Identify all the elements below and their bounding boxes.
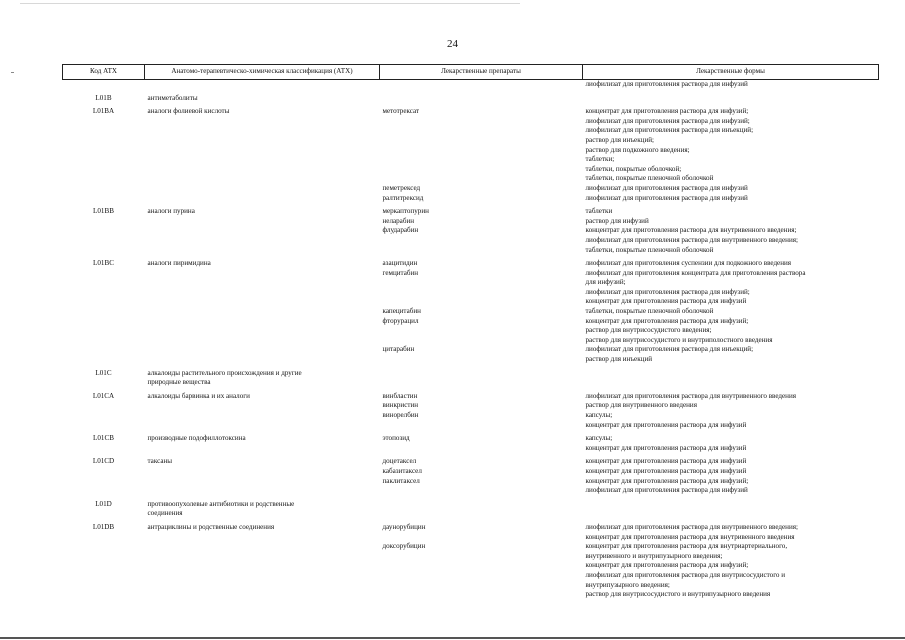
code-cell bbox=[63, 217, 145, 227]
table-row bbox=[63, 345, 879, 364]
classification-cell: таксаны bbox=[147, 457, 173, 466]
forms-cell bbox=[583, 90, 879, 104]
scan-artifact-line bbox=[20, 3, 520, 4]
forms-cell: лиофилизат для приготовления раствора для инфузий bbox=[585, 193, 748, 202]
forms-cell: концентрат для приготовления раствора для инфузий bbox=[585, 457, 747, 466]
classification-cell: противоопухолевые антибиотики и родственные соединения bbox=[147, 499, 295, 518]
table-row bbox=[63, 184, 879, 194]
forms-cell: раствор для инфузий bbox=[585, 216, 649, 225]
table-row bbox=[63, 317, 879, 346]
table-row bbox=[63, 203, 879, 217]
classification-cell bbox=[145, 269, 380, 307]
table-row bbox=[63, 307, 879, 317]
drug-cell: фторурацил bbox=[382, 316, 419, 325]
table-row bbox=[63, 365, 879, 388]
code-cell: L01DB bbox=[92, 522, 115, 531]
table-row bbox=[63, 80, 879, 90]
table-row bbox=[63, 255, 879, 269]
forms-cell: концентрат для приготовления раствора для инфузий bbox=[585, 466, 747, 475]
table-row bbox=[63, 194, 879, 204]
drug-cell bbox=[380, 90, 583, 104]
classification-cell bbox=[145, 184, 380, 194]
code-cell: L01CB bbox=[93, 434, 114, 443]
forms-cell: лиофилизат для приготовления суспензии для подкожного введения bbox=[585, 259, 792, 268]
drug-cell: пеметрексед bbox=[382, 183, 421, 192]
header-forms: Лекарственные формы bbox=[583, 65, 879, 80]
code-cell bbox=[63, 194, 145, 204]
classification-cell: алкалоиды барвинка и их аналоги bbox=[147, 391, 250, 400]
code-cell bbox=[63, 269, 145, 307]
forms-cell: концентрат для приготовления раствора для инфузий; лиофилизат для приготовления раствора для инфузий bbox=[585, 476, 749, 495]
code-cell bbox=[63, 542, 145, 600]
table-row bbox=[63, 226, 879, 255]
classification-cell: антрациклины и родственные соединения bbox=[147, 522, 275, 531]
header-drugs: Лекарственные препараты bbox=[380, 65, 583, 80]
forms-cell: лиофилизат для приготовления раствора для инфузий bbox=[585, 183, 748, 192]
code-cell: L01BC bbox=[93, 259, 114, 268]
margin-mark bbox=[11, 72, 14, 73]
forms-cell: лиофилизат для приготовления раствора для внутривенного введения; концентрат для приготовления раствора для внутривенного введения bbox=[585, 522, 799, 541]
table-body bbox=[63, 80, 879, 600]
drug-cell: меркаптопурин bbox=[382, 207, 429, 216]
code-cell: L01C bbox=[95, 368, 112, 377]
forms-cell: таблетки, покрытые пленочной оболочкой bbox=[585, 307, 714, 316]
table-row bbox=[63, 269, 879, 307]
forms-cell: лиофилизат для приготовления раствора для инфузий bbox=[585, 80, 748, 88]
header-classification: Анатомо-терапевтическо-химическая классификация (АТХ) bbox=[145, 65, 380, 80]
drug-cell: паклитаксел bbox=[382, 476, 420, 485]
classification-cell bbox=[145, 194, 380, 204]
table-row bbox=[63, 430, 879, 453]
drug-cell: винкристин bbox=[382, 401, 419, 410]
drug-cell: ралтитрексид bbox=[382, 193, 424, 202]
classification-cell bbox=[145, 345, 380, 364]
drug-cell: азацитидин bbox=[382, 259, 418, 268]
code-cell: L01BA bbox=[92, 107, 115, 116]
drug-cell: флударабин bbox=[382, 226, 419, 235]
drug-cell: гемцитабин bbox=[382, 268, 419, 277]
code-cell: L01BB bbox=[93, 207, 114, 216]
classification-cell: аналоги пурина bbox=[147, 207, 195, 216]
code-cell bbox=[63, 307, 145, 317]
forms-cell: лиофилизат для приготовления раствора для инъекций; раствор для инъекций bbox=[585, 345, 754, 364]
drug-cell: цитарабин bbox=[382, 345, 415, 354]
table-row bbox=[63, 496, 879, 519]
forms-cell: таблетки bbox=[585, 207, 613, 216]
table-row bbox=[63, 217, 879, 227]
drug-cell: винорелбин bbox=[382, 411, 419, 419]
drug-cell: этопозид bbox=[382, 434, 410, 443]
classification-cell bbox=[145, 401, 380, 411]
classification-cell bbox=[145, 467, 380, 477]
table-header-row bbox=[63, 65, 879, 80]
code-cell bbox=[63, 467, 145, 477]
forms-cell: концентрат для приготовления раствора для инфузий; лиофилизат для приготовления раствора для инфузий; лиофилизат для приготовления раствора для инъекций; раствор для инъекций; раствор для подкожного введения; таблетки; таблетки, покрытые оболочкой; таблетки, покрытые пленочной оболочкой bbox=[585, 107, 754, 183]
code-cell: L01CD bbox=[92, 457, 115, 466]
drug-cell bbox=[380, 80, 583, 90]
classification-cell bbox=[145, 317, 380, 346]
classification-cell bbox=[145, 411, 380, 430]
forms-cell: концентрат для приготовления раствора для внутриартериального, внутривенного и внутрипузырного введения; концентрат для приготовления раствора для инфузий; лиофилизат для приготовления раствора для внутрисосудистого и внутрипузырного введения; раствор для внутрисосудистого и внутрипузырного введения bbox=[585, 542, 788, 599]
drug-cell: винбластин bbox=[382, 391, 418, 400]
forms-cell bbox=[583, 365, 879, 388]
code-cell: L01B bbox=[95, 93, 112, 102]
table-row bbox=[63, 388, 879, 402]
table-row bbox=[63, 401, 879, 411]
forms-cell: концентрат для приготовления раствора для инфузий; раствор для внутрисосудистого введения; раствор для внутрисосудистого и внутриполостного введения bbox=[585, 316, 773, 344]
drug-cell: метотрексат bbox=[382, 107, 420, 116]
classification-cell: алкалоиды растительного происхождения и другие природные вещества bbox=[147, 368, 302, 387]
page-number: 24 bbox=[447, 38, 458, 50]
forms-cell: раствор для внутривенного введения bbox=[585, 401, 697, 410]
classification-cell bbox=[145, 80, 380, 90]
classification-cell: антиметаболиты bbox=[147, 93, 198, 102]
atx-table bbox=[62, 64, 879, 600]
table-row bbox=[63, 103, 879, 184]
table-row bbox=[63, 411, 879, 430]
drug-cell: капецитабин bbox=[382, 307, 421, 316]
drug-cell: доцетаксел bbox=[382, 457, 417, 466]
classification-cell: производные подофиллотоксина bbox=[147, 434, 246, 443]
drug-cell bbox=[380, 496, 583, 519]
drug-cell: даунорубицин bbox=[382, 522, 426, 531]
classification-cell bbox=[145, 226, 380, 255]
code-cell bbox=[63, 317, 145, 346]
classification-cell: аналоги фолиевой кислоты bbox=[147, 107, 230, 116]
code-cell: L01CA bbox=[92, 391, 115, 400]
forms-cell: лиофилизат для приготовления концентрата для приготовления раствора для инфузий; лиофилизат для приготовления раствора для инфузий; концентрат для приготовления раствора для инфузий bbox=[585, 268, 806, 306]
table-row bbox=[63, 467, 879, 477]
classification-cell bbox=[145, 217, 380, 227]
page-bottom-border bbox=[0, 637, 905, 639]
forms-cell: лиофилизат для приготовления раствора для внутривенного введения bbox=[585, 391, 797, 400]
classification-cell bbox=[145, 477, 380, 496]
drug-cell: доксорубицин bbox=[382, 542, 426, 551]
forms-cell: капсулы; концентрат для приготовления раствора для инфузий bbox=[585, 411, 747, 429]
table-row bbox=[63, 453, 879, 467]
drug-cell bbox=[380, 365, 583, 388]
table-row bbox=[63, 519, 879, 542]
code-cell bbox=[63, 184, 145, 194]
classification-cell bbox=[145, 307, 380, 317]
table-row bbox=[63, 90, 879, 104]
table-row bbox=[63, 477, 879, 496]
header-code: Код АТХ bbox=[63, 65, 145, 80]
drug-cell: кабазитаксел bbox=[382, 466, 422, 475]
code-cell bbox=[63, 345, 145, 364]
code-cell bbox=[63, 477, 145, 496]
drug-cell: неларабин bbox=[382, 216, 415, 225]
code-cell bbox=[63, 80, 145, 90]
table-row bbox=[63, 542, 879, 600]
classification-cell: аналоги пиримидина bbox=[147, 259, 211, 268]
code-cell bbox=[63, 411, 145, 430]
forms-cell: капсулы; концентрат для приготовления раствора для инфузий bbox=[585, 434, 747, 452]
forms-cell: концентрат для приготовления раствора для внутривенного введения; лиофилизат для приготовления раствора для внутривенного введения; таблетки, покрытые пленочной оболочкой bbox=[585, 226, 799, 254]
forms-cell bbox=[583, 496, 879, 519]
code-cell: L01D bbox=[95, 499, 112, 508]
code-cell bbox=[63, 401, 145, 411]
code-cell bbox=[63, 226, 145, 255]
classification-cell bbox=[145, 542, 380, 600]
